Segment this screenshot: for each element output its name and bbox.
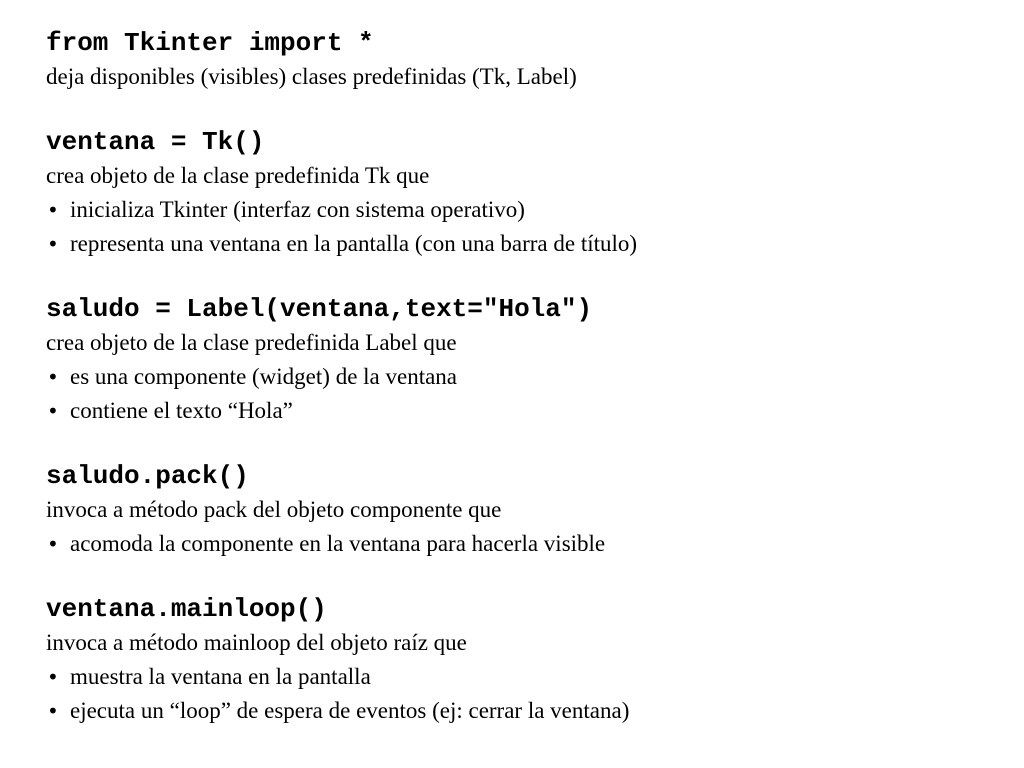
bullet-icon: • <box>47 232 59 256</box>
code-line: ventana.mainloop() <box>46 594 327 624</box>
bullet-list <box>46 660 1006 728</box>
slide-content <box>46 26 1006 728</box>
bullet-list <box>46 360 1006 428</box>
bullet-list <box>46 527 1006 561</box>
code-line: ventana = Tk() <box>46 127 265 157</box>
description-line: invoca a método mainloop del objeto raíz que <box>46 630 467 655</box>
bullet-text: contiene el texto “Hola” <box>70 398 293 423</box>
description-line: crea objeto de la clase predefinida Label que <box>46 330 457 355</box>
code-line: saludo.pack() <box>46 461 249 491</box>
bullet-item <box>46 527 1006 561</box>
block-saludo-pack <box>46 459 1006 561</box>
bullet-item <box>46 660 1006 694</box>
bullet-icon: • <box>47 699 59 723</box>
code-line: saludo = Label(ventana,text="Hola") <box>46 294 593 324</box>
bullet-icon: • <box>47 198 59 222</box>
bullet-item <box>46 193 1006 227</box>
description-line: invoca a método pack del objeto componente que <box>46 497 502 522</box>
code-line: from Tkinter import * <box>46 28 374 58</box>
bullet-icon: • <box>47 665 59 689</box>
bullet-text: ejecuta un “loop” de espera de eventos (ej: cerrar la ventana) <box>70 698 630 723</box>
description-line: crea objeto de la clase predefinida Tk que <box>46 163 430 188</box>
bullet-icon: • <box>47 399 59 423</box>
block-ventana-tk <box>46 125 1006 261</box>
bullet-text: acomoda la componente en la ventana para hacerla visible <box>70 531 606 556</box>
bullet-text: muestra la ventana en la pantalla <box>70 664 371 689</box>
block-mainloop <box>46 592 1006 728</box>
description-line: deja disponibles (visibles) clases predefinidas (Tk, Label) <box>46 64 577 89</box>
bullet-text: es una componente (widget) de la ventana <box>70 364 458 389</box>
bullet-icon: • <box>47 532 59 556</box>
bullet-item <box>46 360 1006 394</box>
bullet-text: representa una ventana en la pantalla (con una barra de título) <box>70 231 638 256</box>
bullet-item <box>46 394 1006 428</box>
bullet-item <box>46 694 1006 728</box>
bullet-text: inicializa Tkinter (interfaz con sistema operativo) <box>70 197 525 222</box>
bullet-list <box>46 193 1006 261</box>
bullet-item <box>46 227 1006 261</box>
block-saludo-label <box>46 292 1006 428</box>
bullet-icon: • <box>47 365 59 389</box>
block-import <box>46 26 1006 94</box>
